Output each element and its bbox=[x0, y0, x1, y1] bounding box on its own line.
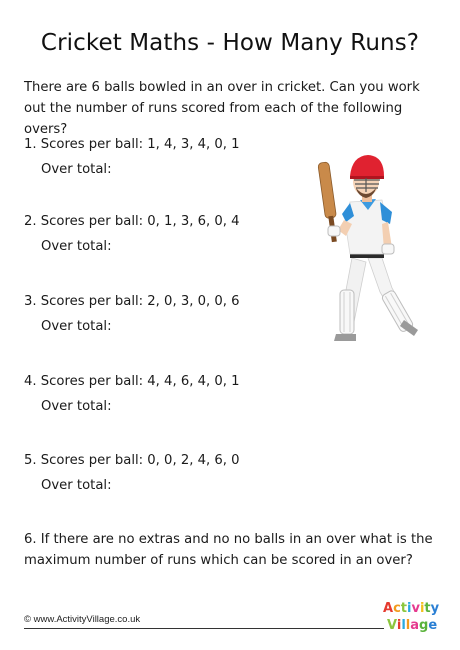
footer-divider bbox=[24, 628, 384, 629]
question-4: 4. Scores per ball: 4, 4, 6, 4, 0, 1 bbox=[24, 374, 240, 389]
question-3: 3. Scores per ball: 2, 0, 3, 0, 0, 6 bbox=[24, 294, 240, 309]
copyright-text: © www.ActivityVillage.co.uk bbox=[24, 614, 141, 625]
activity-village-logo bbox=[375, 590, 445, 640]
page-title: Cricket Maths - How Many Runs? bbox=[40, 30, 420, 56]
over-total-5: Over total: bbox=[41, 478, 112, 493]
cricket-batsman-icon bbox=[300, 140, 430, 365]
over-total-1: Over total: bbox=[41, 162, 112, 177]
question-6: 6. If there are no extras and no no balls in an over what is the maximum number of runs which can be scored in an over? bbox=[24, 532, 433, 568]
over-total-2: Over total: bbox=[41, 239, 112, 254]
over-total-3: Over total: bbox=[41, 319, 112, 334]
over-total-4: Over total: bbox=[41, 399, 112, 414]
question-2: 2. Scores per ball: 0, 1, 3, 6, 0, 4 bbox=[24, 214, 240, 229]
question-1: 1. Scores per ball: 1, 4, 3, 4, 0, 1 bbox=[24, 137, 240, 152]
svg-text:Activity: Activity bbox=[383, 601, 440, 616]
question-5: 5. Scores per ball: 0, 0, 2, 4, 6, 0 bbox=[24, 453, 240, 468]
intro-text: There are 6 balls bowled in an over in cricket. Can you work out the number of runs scored from each of the following overs? bbox=[24, 80, 420, 137]
svg-text:Village: Village bbox=[387, 618, 438, 633]
